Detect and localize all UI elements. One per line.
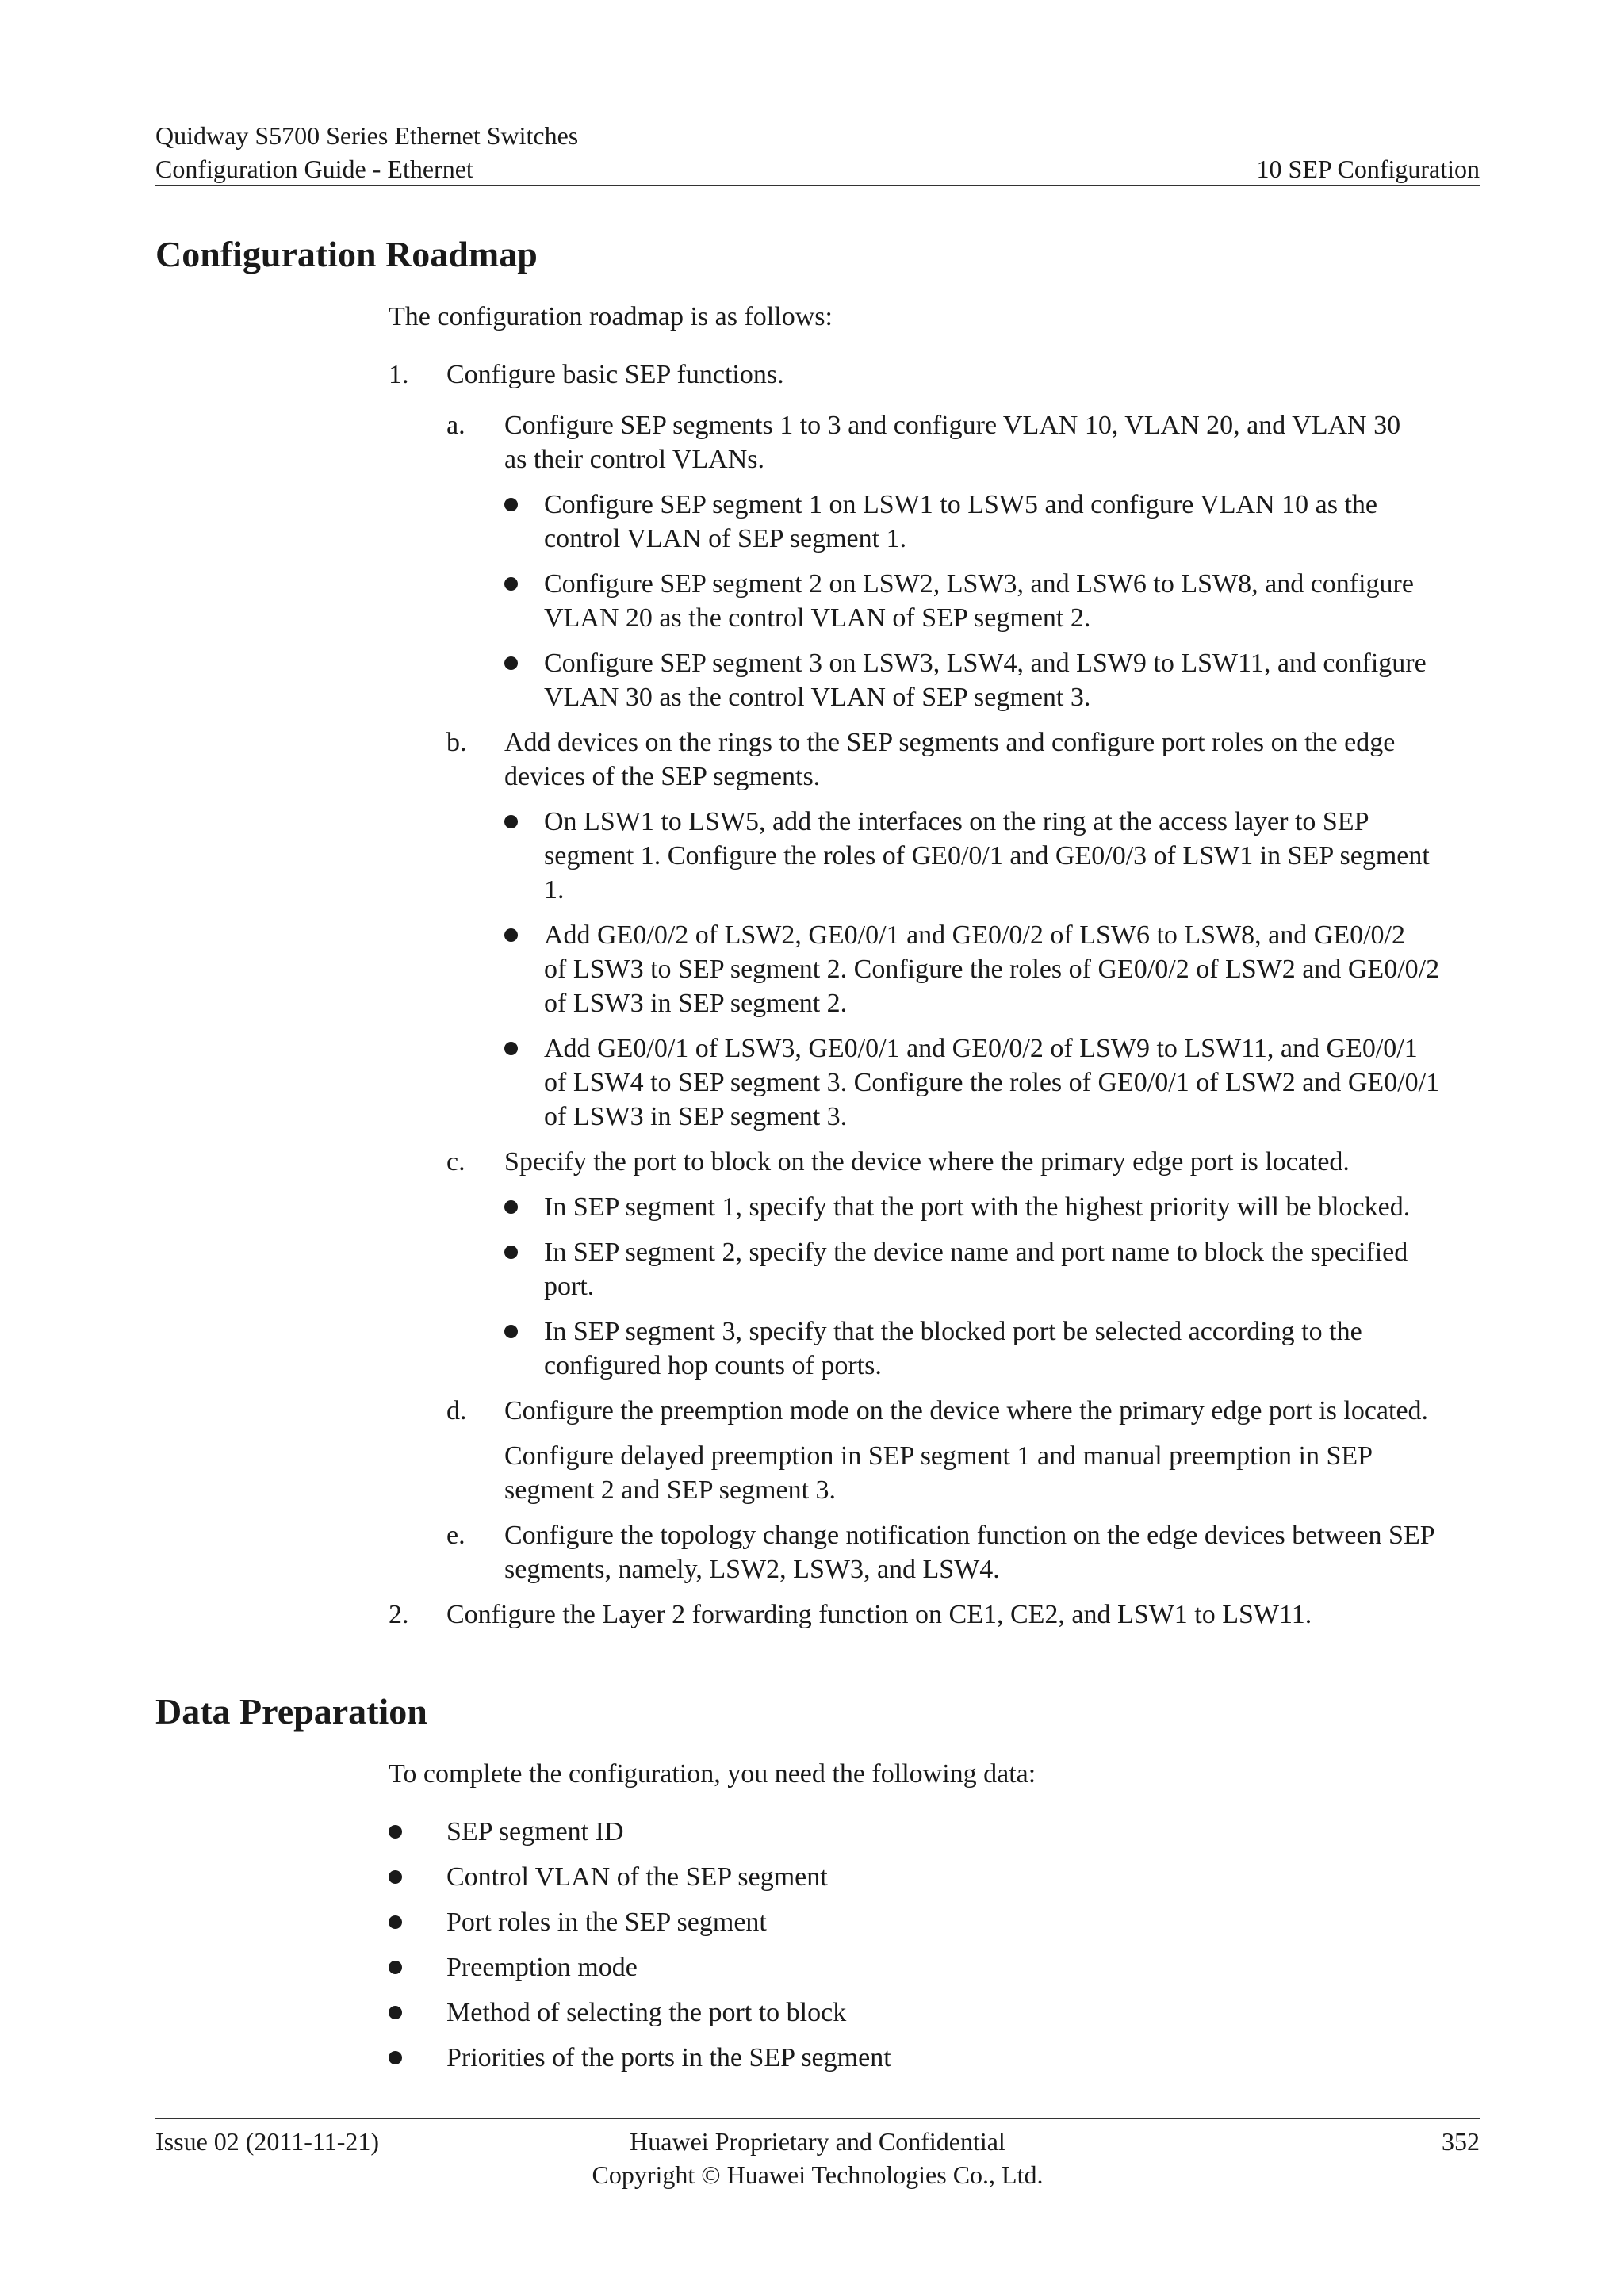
footer-copyright: Copyright © Huawei Technologies Co., Ltd. — [592, 2160, 1044, 2189]
bullet-dot-icon — [389, 1870, 402, 1884]
substep-b — [446, 725, 1483, 794]
page-header — [155, 119, 1480, 186]
substep-note-line: Configure delayed preemption in SEP segment 1 and manual preemption in SEP — [504, 1441, 1373, 1471]
substep-line: Configure the preemption mode on the device where the primary edge port is located. — [504, 1396, 1429, 1425]
data-prep-item — [389, 1905, 1483, 1939]
bullet-line: of LSW4 to SEP segment 3. Configure the roles of GE0/0/1 of LSW2 and GE0/0/1 — [544, 1068, 1440, 1097]
bullet-dot-icon — [504, 498, 518, 511]
substep-line: Specify the port to block on the device where the primary edge port is located. — [504, 1147, 1350, 1177]
bullet-item — [504, 1031, 1483, 1134]
roadmap-step-2 — [389, 1598, 1483, 1632]
header-chapter: 10 SEP Configuration — [1256, 155, 1480, 183]
substep-line: Configure SEP segments 1 to 3 and configure VLAN 10, VLAN 20, and VLAN 30 — [504, 411, 1401, 440]
data-prep-item-text: Preemption mode — [446, 1953, 638, 1982]
bullet-line: port. — [544, 1272, 595, 1301]
bullet-dot-icon — [504, 1325, 518, 1338]
step-number: 2. — [389, 1600, 409, 1629]
footer-issue: Issue 02 (2011-11-21) — [155, 2127, 380, 2156]
substep-line: segments, namely, LSW2, LSW3, and LSW4. — [504, 1555, 1000, 1584]
header-guide: Configuration Guide - Ethernet — [155, 155, 473, 183]
bullet-line: Configure SEP segment 1 on LSW1 to LSW5 and configure VLAN 10 as the — [544, 490, 1378, 519]
substep-line: as their control VLANs. — [504, 445, 764, 474]
roadmap-intro: The configuration roadmap is as follows: — [389, 302, 833, 331]
bullet-line: segment 1. Configure the roles of GE0/0/1 and GE0/0/3 of LSW1 in SEP segment — [544, 841, 1430, 871]
data-prep-item-text: Priorities of the ports in the SEP segment — [446, 2043, 891, 2072]
bullet-dot-icon — [504, 1246, 518, 1259]
bullet-line: of LSW3 to SEP segment 2. Configure the roles of GE0/0/2 of LSW2 and GE0/0/2 — [544, 955, 1440, 984]
roadmap-step-1 — [389, 358, 1483, 392]
data-prep-item — [389, 1950, 1483, 1984]
bullet-dot-icon — [504, 577, 518, 591]
bullet-item — [504, 1314, 1483, 1383]
step-number: 1. — [389, 360, 409, 389]
data-prep-item — [389, 1815, 1483, 1849]
bullet-item — [504, 918, 1483, 1020]
substep-c — [446, 1145, 1483, 1179]
substep-a — [446, 408, 1483, 476]
bullet-line: 1. — [544, 875, 565, 905]
bullet-item — [504, 1190, 1483, 1224]
bullet-line: VLAN 30 as the control VLAN of SEP segment 3. — [544, 683, 1091, 712]
bullet-dot-icon — [504, 656, 518, 670]
bullet-line: Configure SEP segment 2 on LSW2, LSW3, and LSW6 to LSW8, and configure — [544, 569, 1414, 599]
bullet-item — [504, 567, 1483, 635]
bullet-line: Add GE0/0/2 of LSW2, GE0/0/1 and GE0/0/2 of LSW6 to LSW8, and GE0/0/2 — [544, 920, 1405, 950]
bullet-dot-icon — [504, 1200, 518, 1214]
bullet-line: On LSW1 to LSW5, add the interfaces on the ring at the access layer to SEP — [544, 807, 1369, 836]
data-prep-heading: Data Preparation — [155, 1691, 427, 1732]
substep-label: c. — [446, 1147, 465, 1177]
bullet-line: In SEP segment 2, specify the device name and port name to block the specified — [544, 1238, 1408, 1267]
bullet-item — [504, 488, 1483, 556]
header-divider — [155, 185, 1480, 186]
substep-line: devices of the SEP segments. — [504, 762, 821, 791]
roadmap-body — [389, 300, 1483, 1632]
bullet-line: In SEP segment 3, specify that the blocked port be selected according to the — [544, 1317, 1362, 1346]
step-text: Configure basic SEP functions. — [446, 360, 784, 389]
bullet-line: In SEP segment 1, specify that the port with the highest priority will be blocked. — [544, 1192, 1411, 1222]
data-prep-item — [389, 1996, 1483, 2030]
substep-label: e. — [446, 1521, 465, 1550]
bullet-dot-icon — [389, 1961, 402, 1974]
bullet-line: Add GE0/0/1 of LSW3, GE0/0/1 and GE0/0/2 of LSW9 to LSW11, and GE0/0/1 — [544, 1034, 1418, 1063]
bullet-line: of LSW3 in SEP segment 3. — [544, 1102, 848, 1131]
bullet-dot-icon — [504, 1042, 518, 1055]
bullet-dot-icon — [389, 2051, 402, 2064]
bullet-item — [504, 1235, 1483, 1303]
data-prep-item-text: Port roles in the SEP segment — [446, 1908, 767, 1937]
bullet-line: of LSW3 in SEP segment 2. — [544, 989, 848, 1018]
bullet-dot-icon — [389, 1915, 402, 1929]
footer-divider — [155, 2118, 1480, 2119]
substep-d — [446, 1394, 1483, 1507]
data-prep-item — [389, 2041, 1483, 2075]
data-prep-item — [389, 1860, 1483, 1894]
bullet-dot-icon — [389, 1825, 402, 1839]
bullet-line: Configure SEP segment 3 on LSW3, LSW4, and LSW9 to LSW11, and configure — [544, 649, 1427, 678]
step-text: Configure the Layer 2 forwarding function on CE1, CE2, and LSW1 to LSW11. — [446, 1600, 1312, 1629]
header-product: Quidway S5700 Series Ethernet Switches — [155, 121, 579, 150]
data-prep-intro: To complete the configuration, you need the following data: — [389, 1759, 1036, 1789]
substep-note-line: segment 2 and SEP segment 3. — [504, 1475, 837, 1505]
data-prep-item-text: Control VLAN of the SEP segment — [446, 1862, 828, 1892]
data-prep-item-text: SEP segment ID — [446, 1817, 624, 1846]
bullet-dot-icon — [504, 815, 518, 828]
substep-label: b. — [446, 728, 467, 757]
substep-e — [446, 1518, 1483, 1586]
bullet-dot-icon — [504, 928, 518, 942]
bullet-dot-icon — [389, 2006, 402, 2019]
data-prep-item-text: Method of selecting the port to block — [446, 1998, 847, 2027]
footer-page-number: 352 — [1442, 2127, 1480, 2156]
data-prep-body — [389, 1757, 1483, 2075]
bullet-line: VLAN 20 as the control VLAN of SEP segment 2. — [544, 603, 1091, 633]
bullet-line: configured hop counts of ports. — [544, 1351, 882, 1380]
roadmap-heading: Configuration Roadmap — [155, 234, 538, 274]
footer-confidential — [155, 2125, 1480, 2191]
bullet-item — [504, 646, 1483, 714]
bullet-item — [504, 805, 1483, 907]
substep-label: d. — [446, 1396, 467, 1425]
substep-line: Add devices on the rings to the SEP segments and configure port roles on the edge — [504, 728, 1396, 757]
footer-proprietary: Huawei Proprietary and Confidential — [630, 2127, 1005, 2156]
substep-label: a. — [446, 411, 465, 440]
substep-line: Configure the topology change notification function on the edge devices between SEP — [504, 1521, 1435, 1550]
bullet-line: control VLAN of SEP segment 1. — [544, 524, 907, 553]
